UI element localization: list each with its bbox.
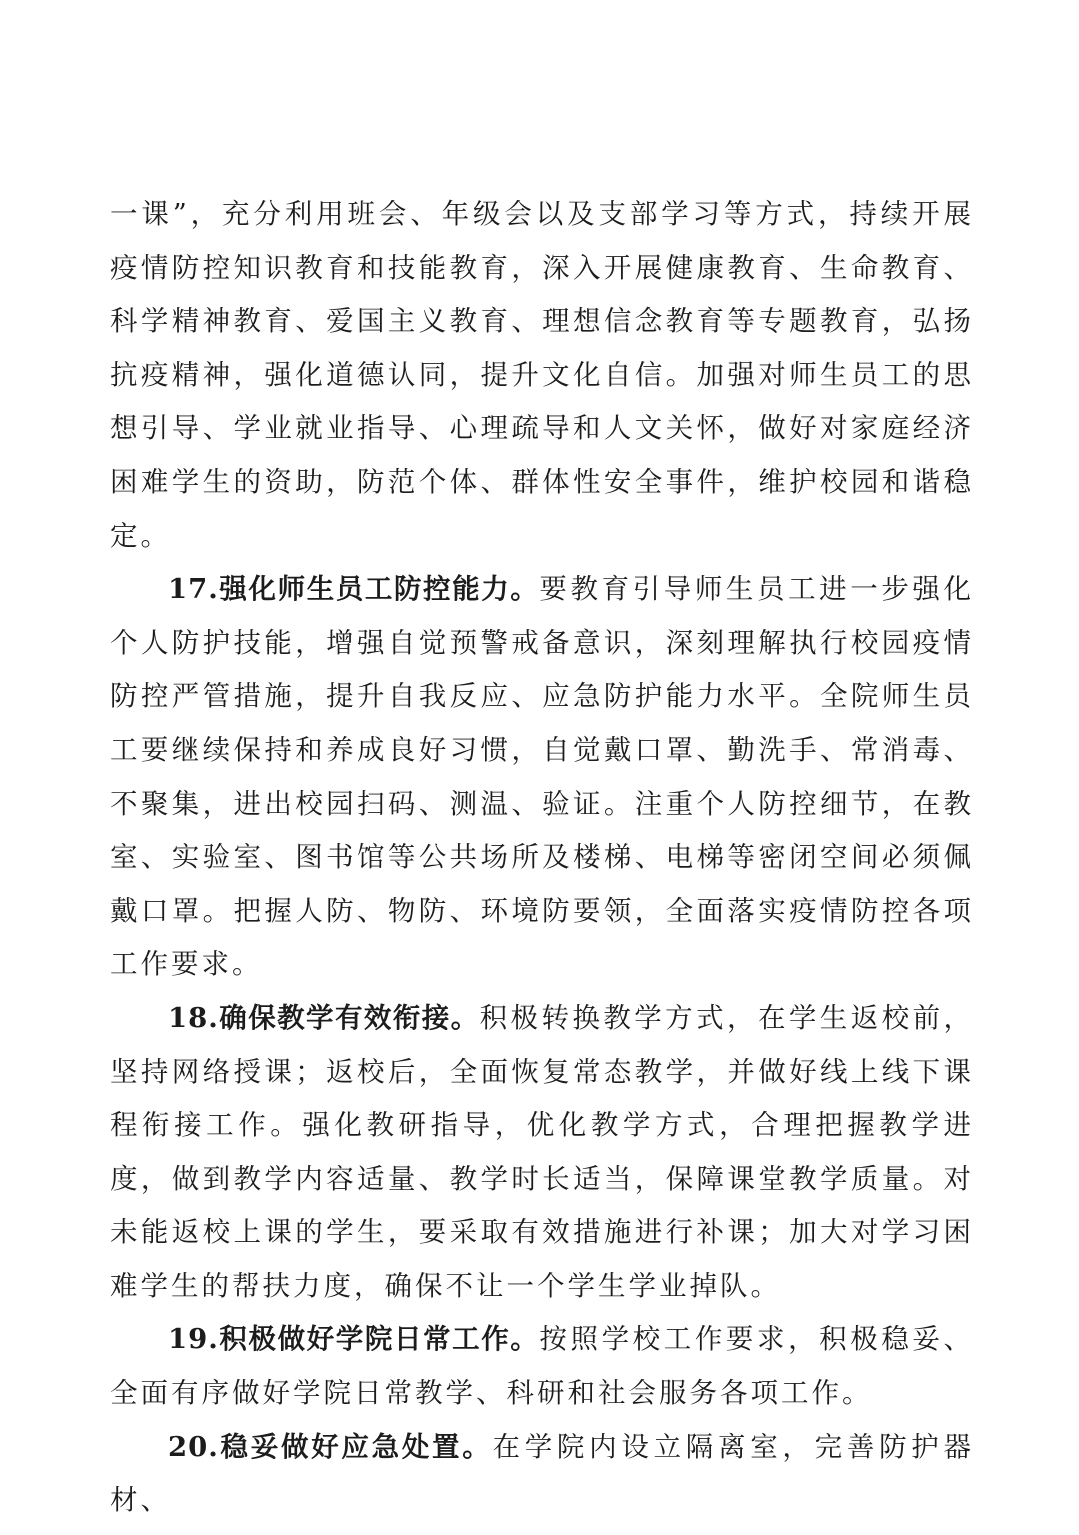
paragraph-text: 在学院内设立隔离室，完善防护器材、 (110, 1430, 975, 1517)
paragraph-19 (110, 1313, 974, 1420)
paragraph-heading: 17.强化师生员工防控能力。 (168, 573, 540, 606)
paragraph-text: 积极转换教学方式，在学生返校前，坚持网络授课；返校后，全面恢复常态教学，并做好线上线下课程衔接工作。强化教研指导，优化教学方式，合理把握教学进度，做到教学内容适量、教学时长适当，保障课堂教学质量。对未能返校上课的学生，要采取有效措施进行补课；加大对学习困难学生的帮扶力度，确保不让一个学生学业掉队。 (110, 1001, 975, 1302)
paragraph-heading: 19.积极做好学院日常工作。 (168, 1323, 540, 1356)
document-page (110, 188, 974, 1528)
paragraph-text: 一课”，充分利用班会、年级会以及支部学习等方式，持续开展疫情防控知识教育和技能教育，深入开展健康教育、生命教育、科学精神教育、爱国主义教育、理想信念教育等专题教育，弘扬抗疫精神，强化道德认同，提升文化自信。加强对师生员工的思想引导、学业就业指导、心理疏导和人文关怀，做好对家庭经济困难学生的资助，防范个体、群体性安全事件，维护校园和谐稳定。 (110, 198, 974, 552)
paragraph-text: 要教育引导师生员工进一步强化个人防护技能，增强自觉预警戒备意识，深刻理解执行校园疫情防控严管措施，提升自我反应、应急防护能力水平。全院师生员工要继续保持和养成良好习惯，自觉戴口罩、勤洗手、常消毒、不聚集，进出校园扫码、测温、验证。注重个人防控细节，在教室、实验室、图书馆等公共场所及楼梯、电梯等密闭空间必须佩戴口罩。把握人防、物防、环境防要领，全面落实疫情防控各项工作要求。 (110, 573, 975, 981)
paragraph-heading: 20.稳妥做好应急处置。 (168, 1430, 493, 1463)
paragraph-20 (110, 1421, 974, 1528)
paragraph-17 (110, 563, 974, 992)
paragraph-text: 按照学校工作要求，积极稳妥、全面有序做好学院日常教学、科研和社会服务各项工作。 (110, 1323, 975, 1410)
paragraph-heading: 18.确保教学有效衔接。 (168, 1001, 480, 1034)
paragraph-18 (110, 992, 974, 1314)
paragraph-16-continuation (110, 188, 974, 563)
